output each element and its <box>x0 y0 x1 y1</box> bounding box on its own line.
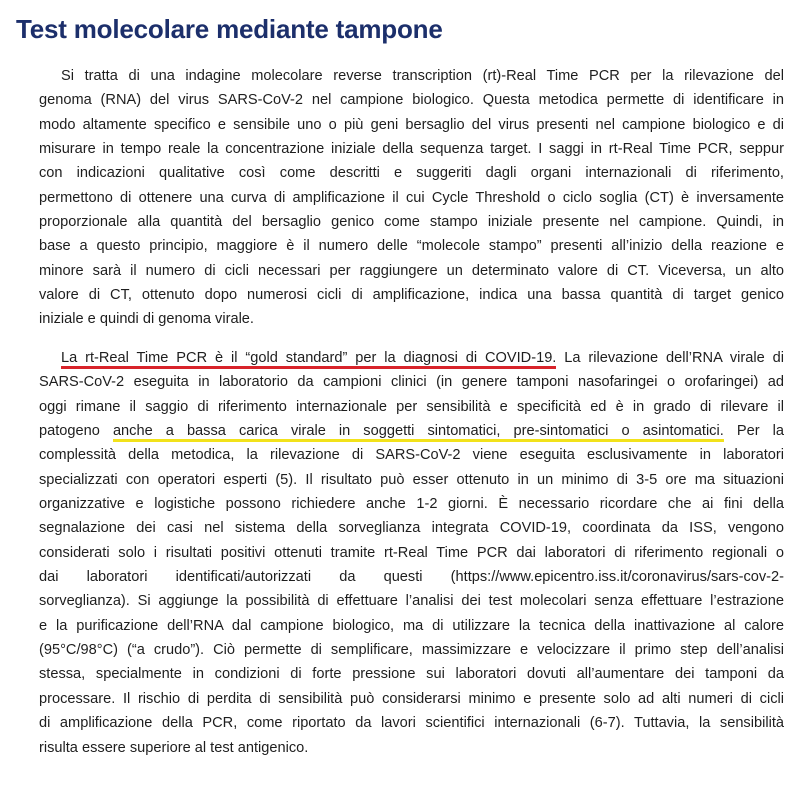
paragraph-line: di amplificazione della PCR, come riportato da lavori scientifici internazionali (6-7). Tuttavia, la sensibilità <box>39 715 784 732</box>
paragraph-line: risulta essere superiore al test antigenico. <box>39 739 309 756</box>
yellow-underlined-text: anche a bassa carica virale in soggetti sintomatici, pre-sintomatici o asintomatici. <box>113 423 724 442</box>
paragraph-line: e la purificazione dell’RNA dal campione biologico, ma di utilizzare la tecnica della inattivazione al calore <box>39 617 784 634</box>
paragraph-line <box>39 419 784 443</box>
paragraph-line: genoma (RNA) del virus SARS-CoV-2 nel campione biologico. Questa metodica permette di identificare in <box>39 92 784 109</box>
paragraph-line: stessa, specialmente in condizioni di forte pressione sui laboratori dovuti all’aumentare dei tamponi da <box>39 666 784 683</box>
paragraph-line: iniziale e quindi di genoma virale. <box>39 311 254 328</box>
paragraph-line: valore di CT, ottenuto dopo numerosi cicli di amplificazione, indica una bassa quantità di target genico <box>39 287 784 304</box>
paragraph-line <box>39 346 784 370</box>
red-underlined-text: La rt-Real Time PCR è il “gold standard” per la diagnosi di COVID-19. <box>61 350 556 369</box>
paragraph-line: considerati solo i risultati positivi ottenuti tramite rt-Real Time PCR dai laboratori di riferimento regionali o <box>39 544 784 561</box>
paragraph-line: permettono di ottenere una curva di amplificazione il cui Cycle Threshold o ciclo soglia (CT) è inversamente <box>39 189 784 206</box>
paragraph-line: minore sarà il numero di cicli necessari per raggiungere un determinato valore di CT. Viceversa, un alto <box>39 262 784 279</box>
paragraph-1 <box>39 64 784 332</box>
document-title: Test molecolare mediante tampone <box>16 14 443 44</box>
line-text: Per la <box>723 423 784 440</box>
line-text: La rilevazione dell’RNA virale di <box>556 350 785 366</box>
paragraph-2 <box>39 346 784 760</box>
paragraph-line: proporzionale alla quantità del bersaglio genico come stampo iniziale presente nel campione. Quindi, in <box>39 214 784 231</box>
paragraph-line: organizzative e logistiche possono richiedere anche 1-2 giorni. È necessario ricordare che ai fini della <box>39 496 784 513</box>
paragraph-line: Si tratta di una indagine molecolare reverse transcription (rt)-Real Time PCR per la rilevazione del <box>61 68 784 84</box>
paragraph-line: oggi rimane il saggio di riferimento internazionale per sensibilità e specificità ed è in grado di rilevare il <box>39 398 784 415</box>
paragraph-line: misurare in tempo reale la concentrazione iniziale della sequenza target. I saggi in rt-Real Time PCR, seppur <box>39 141 784 158</box>
paragraph-line: modo altamente specifico e sensibile uno o più geni bersaglio del virus presenti nel campione biologico e di <box>39 116 784 133</box>
paragraph-line: dai laboratori identificati/autorizzati da questi (https://www.epicentro.iss.it/coronavirus/sars-cov-2- <box>39 569 784 586</box>
line-text: patogeno <box>39 423 113 440</box>
paragraph-line: con indicazioni qualitative così come descritti e suggeriti dagli organi internazionali di riferimento, <box>39 165 784 182</box>
paragraph-line: segnalazione dei casi nel sistema della sorveglianza integrata COVID-19, coordinata da ISS, vengono <box>39 520 784 537</box>
paragraph-line: (95°C/98°C) (“a crudo”). Ciò permette di semplificare, massimizzare e velocizzare il primo step dell’analisi <box>39 642 784 659</box>
paragraph-line: base a questo principio, maggiore è il numero delle “molecole stampo” presenti all’inizio della reazione e <box>39 238 784 255</box>
paragraph-line: sorveglianza). Si aggiunge la possibilità di effettuare l’analisi dei test molecolari senza effettuare l’estrazione <box>39 593 784 610</box>
paragraph-line: complessità della metodica, la rilevazione di SARS-CoV-2 viene eseguita esclusivamente in laboratori <box>39 447 784 464</box>
paragraph-line: processare. Il rischio di perdita di sensibilità può considerarsi minimo e presente solo ad alti numeri di cicli <box>39 690 784 707</box>
paragraph-line: specializzati con operatori esperti (5). Il risultato può esser ottenuto in un minimo di 3-5 ore ma situazioni <box>39 471 784 488</box>
paragraph-line: SARS-CoV-2 eseguita in laboratorio da campioni clinici (in genere tamponi nasofaringei o orofaringei) ad <box>39 374 784 391</box>
